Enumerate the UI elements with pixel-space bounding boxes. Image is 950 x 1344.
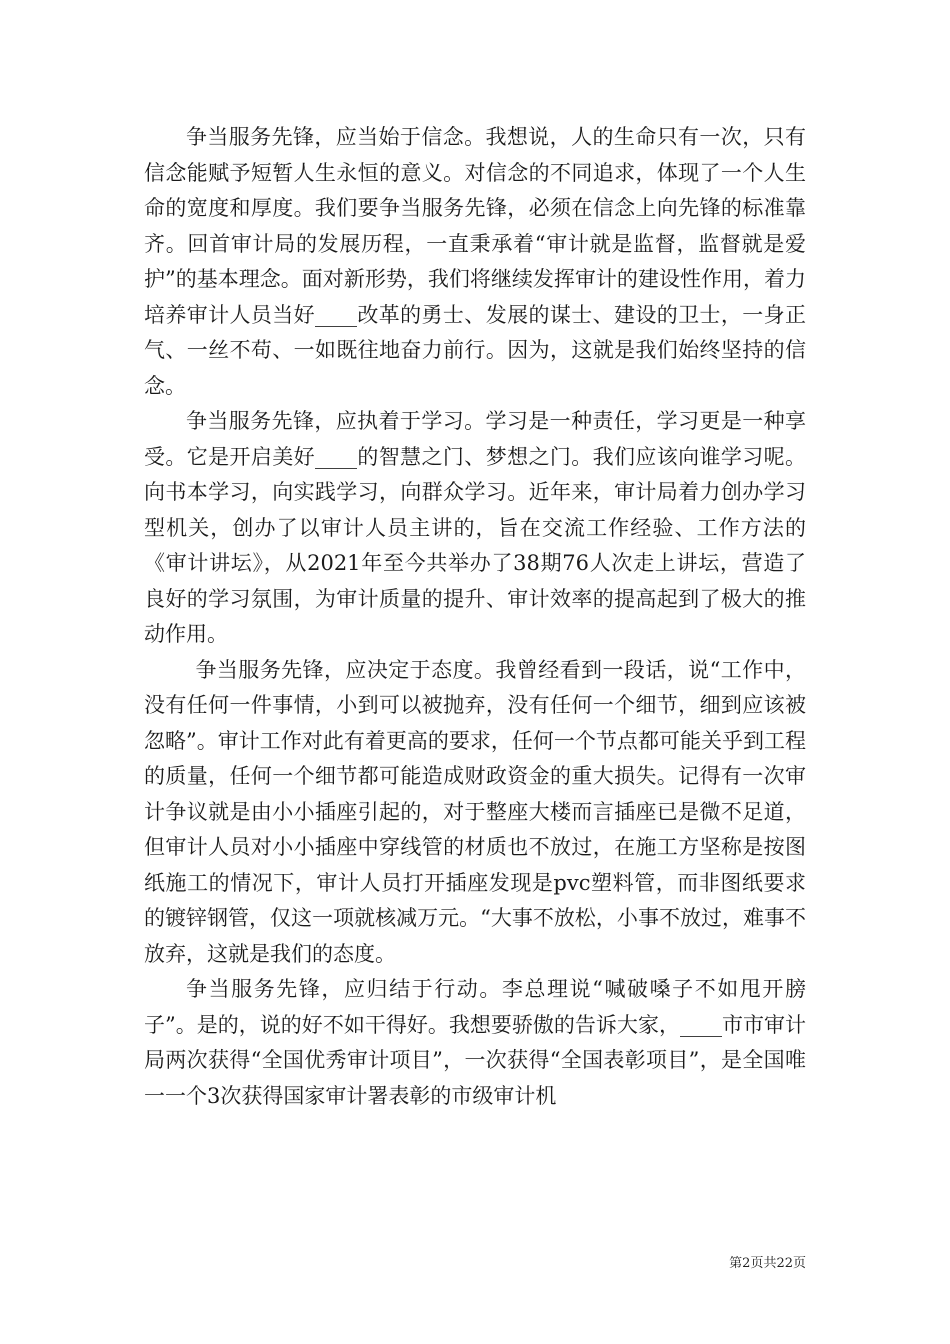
paragraph-belief: 争当服务先锋，应当始于信念。我想说，人的生命只有一次，只有信念能赋予短暂人生永恒的意义。对信念的不同追求，体现了一个人生命的宽度和厚度。我们要争当服务先锋，必须在信念上向先锋的标准靠齐。回首审计局的发展历程，一直秉承着“审计就是监督，监督就是爱护”的基本理念。面对新形势，我们将继续发挥审计的建设性作用，着力培养审计人员当好____改革的勇士、发展的谋士、建设的卫士，一身正气、一丝不苟、一如既往地奋力前行。因为，这就是我们始终坚持的信念。	[144, 125, 806, 398]
paragraph-attitude: 争当服务先锋，应决定于态度。我曾经看到一段话，说“工作中，没有任何一件事情，小到可以被抛弃，没有任何一个细节，细到应该被忽略”。审计工作对此有着更高的要求，任何一个节点都可能关乎到工程的质量，任何一个细节都可能造成财政资金的重大损失。记得有一次审计争议就是由小小插座引起的，对于整座大楼而言插座已是微不足道，但审计人员对小小插座中穿线管的材质也不放过，在施工方坚称是按图纸施工的情况下，审计人员打开插座发现是pvc塑料管，而非图纸要求的镀锌钢管，仅这一项就核减万元。“大事不放松，小事不放过，难事不放弃，这就是我们的态度。	[144, 657, 806, 966]
paragraph-action: 争当服务先锋，应归结于行动。李总理说“喊破嗓子不如甩开膀子”。是的，说的好不如干得好。我想要骄傲的告诉大家，____市市审计局两次获得“全国优秀审计项目”，一次获得“全国表彰项目”，是全国唯一一个3次获得国家审计署表彰的市级审计机	[144, 977, 806, 1108]
document-body	[144, 120, 806, 1114]
paragraph-learning: 争当服务先锋，应执着于学习。学习是一种责任，学习更是一种享受。它是开启美好____的智慧之门、梦想之门。我们应该向谁学习呢。向书本学习，向实践学习，向群众学习。近年来，审计局着力创办学习型机关，创办了以审计人员主讲的，旨在交流工作经验、工作方法的《审计讲坛》，从2021年至今共举办了38期76人次走上讲坛，营造了良好的学习氛围，为审计质量的提升、审计效率的提高起到了极大的推动作用。	[144, 409, 806, 646]
page-number-footer: 第2页共22页	[729, 1256, 806, 1271]
